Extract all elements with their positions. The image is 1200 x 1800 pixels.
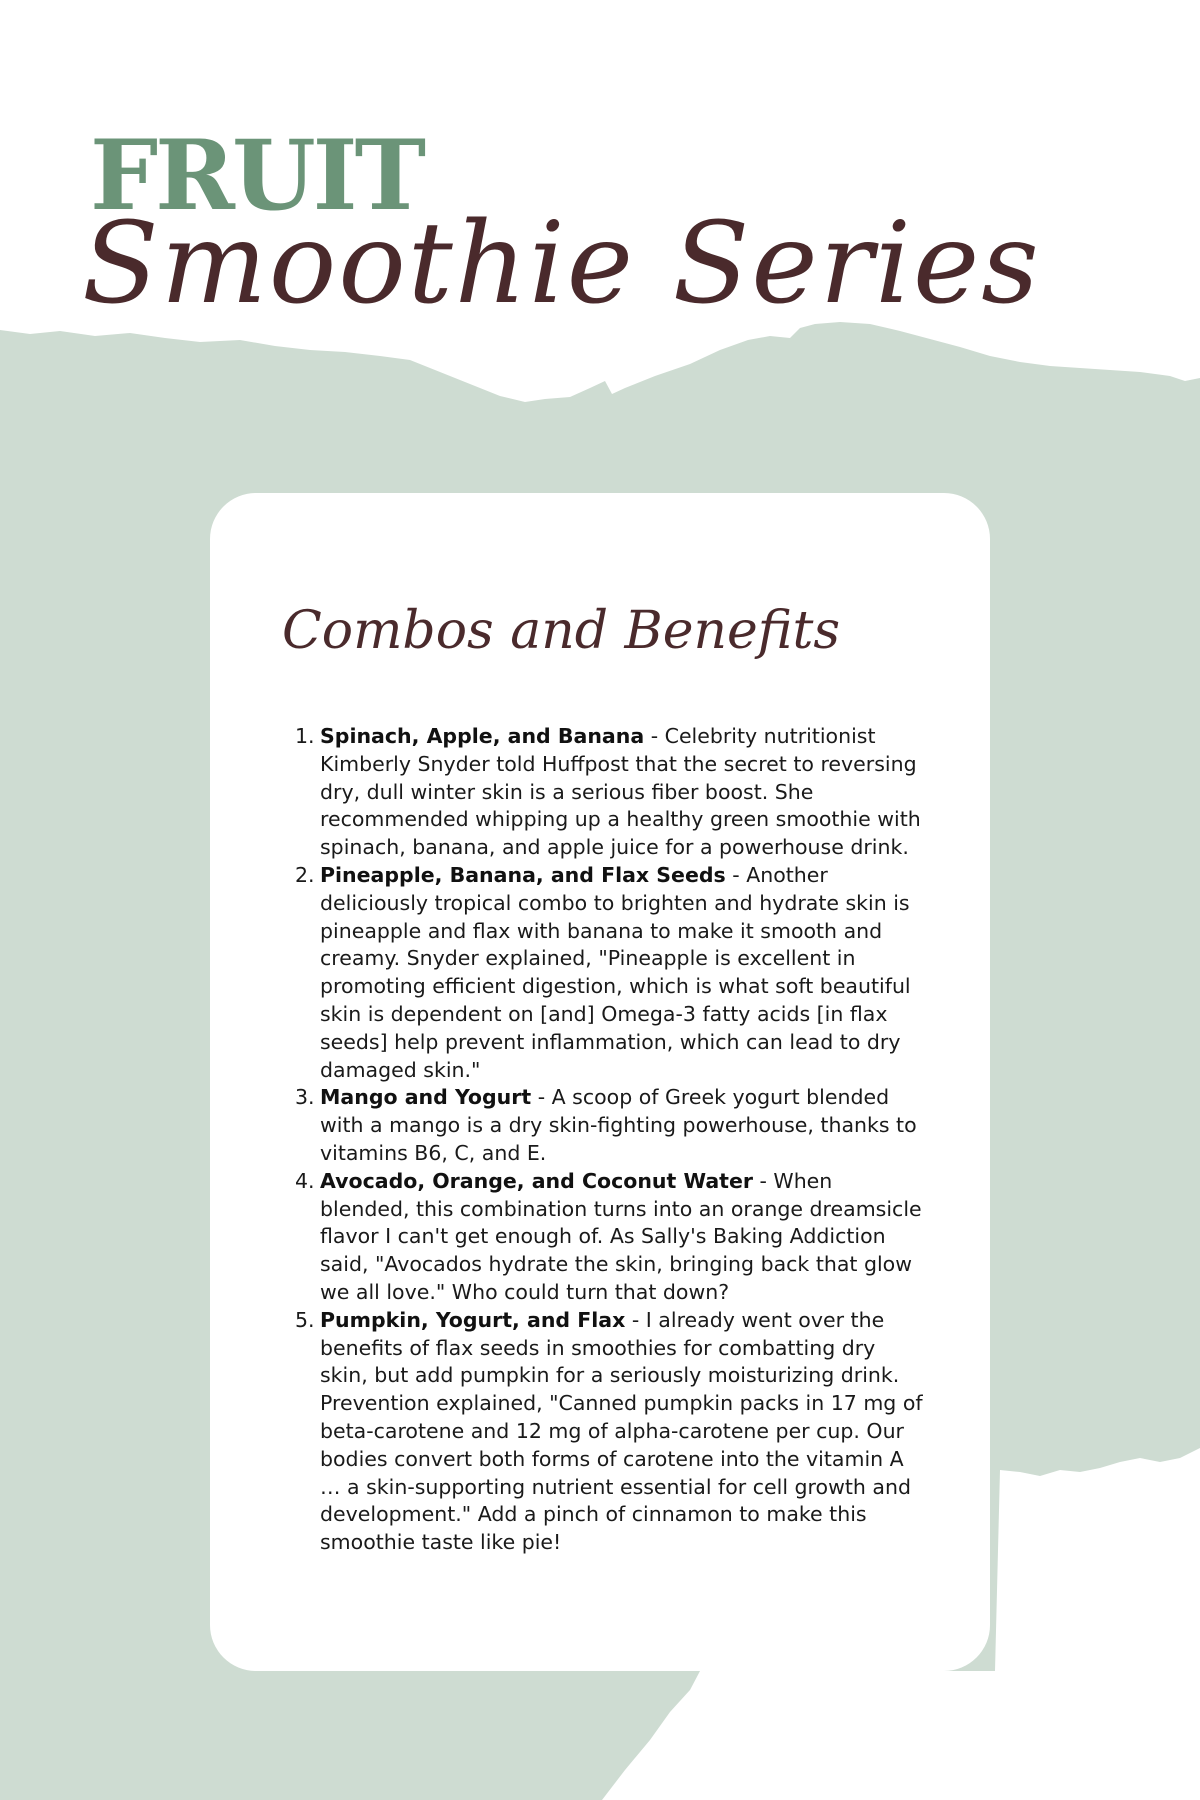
combo-item-3	[295, 1084, 925, 1167]
combo-number: 5.	[295, 1307, 315, 1332]
combo-item-5	[295, 1307, 925, 1557]
combo-number: 1.	[295, 724, 315, 748]
combo-text: When blended, this combination turns into an orange dreamsicle flavor I can't get enough of. As Sally's Baking Addiction said, "Avocados hydrate the skin, bringing back that glow we all love." Who could turn that down?	[320, 1168, 922, 1304]
title-fruit: FRUIT	[90, 119, 423, 232]
title-smoothie-series: Smoothie Series	[82, 199, 1041, 329]
combo-separator: -	[644, 724, 665, 748]
combo-text: Another deliciously tropical combo to brighten and hydrate skin is pineapple and flax with banana to make it smooth and creamy. Snyder explained, "Pineapple is excellent in promoting efficient digestion, which is what soft beautiful skin is dependent on [and] Omega-3 fatty acids [in flax seeds] help prevent inflammation, which can lead to dry damaged skin."	[320, 862, 911, 1082]
combo-separator: -	[625, 1307, 646, 1332]
combo-item-4	[295, 1168, 925, 1307]
combo-text: I already went over the benefits of flax seeds in smoothies for combatting dry skin, but add pumpkin for a seriously moisturizing drink. Prevention explained, "Canned pumpkin packs in 17 mg of beta-carotene and 12 mg of alpha-carotene per cup. Our bodies convert both forms of carotene into the vitamin A … a skin-supporting nutrient essential for cell growth and development." Add a pinch of cinnamon to make this smoothie taste like pie!	[320, 1307, 923, 1555]
combo-item-2	[295, 862, 925, 1084]
combo-name: Mango and Yogurt	[320, 1085, 532, 1110]
combo-separator: -	[725, 862, 747, 887]
combo-number: 3.	[295, 1085, 315, 1110]
combo-item-1	[295, 723, 925, 862]
combo-separator: -	[531, 1085, 552, 1110]
combo-list	[295, 723, 925, 1557]
combo-name: Spinach, Apple, and Banana	[320, 724, 645, 748]
combo-number: 4.	[295, 1168, 315, 1193]
combo-name: Pumpkin, Yogurt, and Flax	[320, 1307, 626, 1332]
combo-number: 2.	[295, 862, 315, 887]
combo-name: Pineapple, Banana, and Flax Seeds	[320, 862, 726, 887]
combo-text: A scoop of Greek yogurt blended with a mango is a dry skin-fighting powerhouse, thanks to vitamins B6, C, and E.	[320, 1085, 917, 1165]
card-heading: Combos and Benefits	[282, 601, 841, 661]
combo-text: Celebrity nutritionist Kimberly Snyder told Huffpost that the secret to reversing dry, dull winter skin is a serious fiber boost. She recommended whipping up a healthy green smoothie with spinach, banana, and apple juice for a powerhouse drink.	[320, 724, 921, 860]
content-card	[210, 493, 990, 1671]
combo-name: Avocado, Orange, and Coconut Water	[320, 1168, 753, 1193]
combo-separator: -	[752, 1168, 774, 1193]
